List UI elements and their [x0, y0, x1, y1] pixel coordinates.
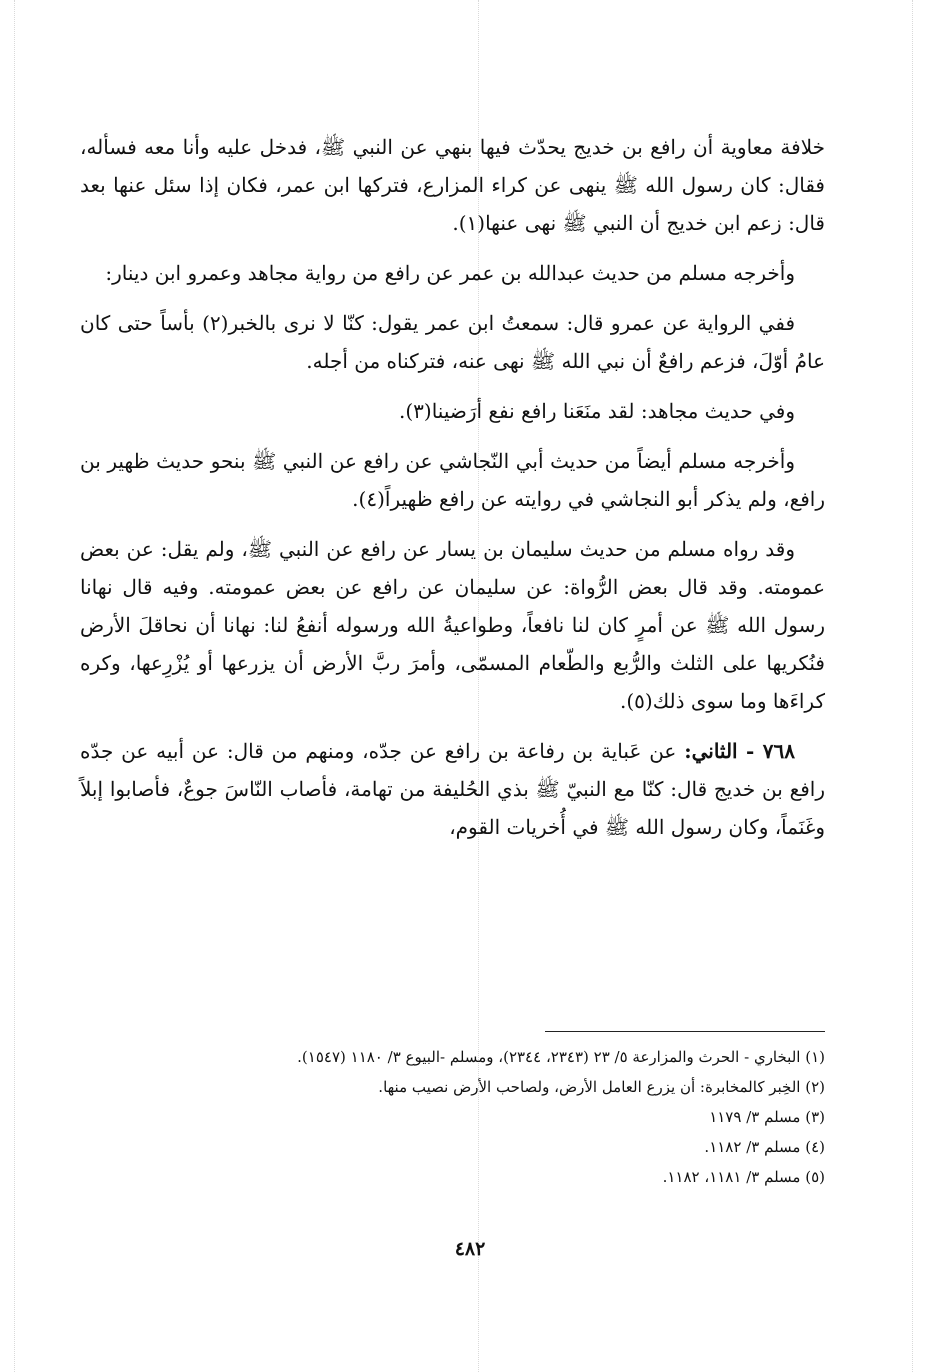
- paragraph-7-body: عن عَباية بن رفاعة بن رافع عن جدّه، ومنهم من قال: عن أبيه عن جدّه رافع بن خديج قال: كنّا مع النبيّ ﷺ بذي الحُليفة من تهامة، فأصاب النّاسَ جوعٌ، فأصابوا إبلاً وغَنَماً، وكان رسول الله ﷺ في أُخريات القوم،: [80, 739, 825, 839]
- scan-guide-line-right: [912, 0, 913, 1372]
- paragraph-1: خلافة معاوية أن رافع بن خديج يحدّث فيها بنهي عن النبي ﷺ، فدخل عليه وأنا معه فسأله، فقال: كان رسول الله ﷺ ينهى عن كراء المزارع، فتركها ابن عمر، فكان إذا سئل عنها بعد قال: زعم ابن خديج أن النبي ﷺ نهى عنها(١).: [80, 135, 825, 235]
- footnote-3: (٣) مسلم ٣/ ١١٧٩: [709, 1108, 825, 1126]
- footnote-4: (٤) مسلم ٣/ ١١٨٢.: [704, 1138, 825, 1156]
- paragraph-2: وأخرجه مسلم من حديث عبدالله بن عمر عن رافع من رواية مجاهد وعمرو ابن دينار:: [105, 261, 795, 285]
- footnotes: [160, 1042, 825, 1192]
- footnote-2: (٢) الخِبر كالمخابرة: أن يزرع العامل الأرض، ولصاحب الأرض نصيب منها.: [378, 1078, 825, 1096]
- main-text: [80, 128, 825, 846]
- page-number: ٤٨٢: [454, 1238, 486, 1260]
- paragraph-5: وأخرجه مسلم أيضاً من حديث أبي النّجاشي عن رافع عن النبي ﷺ بنحو حديث ظهير بن رافع، ولم يذكر أبو النجاشي في روايته عن رافع ظهيراً(٤).: [80, 449, 825, 511]
- footnote-separator: [545, 1031, 825, 1032]
- paragraph-4: وفي حديث مجاهد: لقد منَعَنا رافع نفع أرَضينا(٣).: [398, 399, 795, 423]
- scan-guide-line-left: [14, 0, 15, 1372]
- paragraph-6: وقد رواه مسلم من حديث سليمان بن يسار عن رافع عن النبي ﷺ، ولم يقل: عن بعض عمومته. وقد قال بعض الرُّواة: عن سليمان عن رافع عن بعض عمومته. وفيه قال نهانا رسول الله ﷺ عن أمرٍ كان لنا نافعاً، وطواعيةُ الله ورسوله أنفعُ لنا: نهانا أن نحاقلَ الأرض فنُكريها على الثلث والرُّبع والطّعام المسمّى، وأمرَ ربَّ الأرض أن يزرعها أو يُزْرِعها، وكره كراءَها وما سوى ذلك(٥).: [80, 537, 825, 713]
- footnote-1: (١) البخاري - الحرث والمزارعة ٥/ ٢٣ (٢٣٤٣، ٢٣٤٤)، ومسلم -البيوع ٣/ ١١٨٠ (١٥٤٧).: [297, 1048, 825, 1066]
- paragraph-3: ففي الرواية عن عمرو قال: سمعتُ ابن عمر يقول: كنّا لا نرى بالخبر(٢) بأساً حتى كان عامُ أوّلَ، فزعم رافعٌ أن نبي الله ﷺ نهى عنه، فتركناه من أجله.: [80, 311, 825, 373]
- footnote-5: (٥) مسلم ٣/ ١١٨١، ١١٨٢.: [662, 1168, 825, 1186]
- hadith-number-lead: ٧٦٨ - الثاني:: [684, 739, 796, 763]
- paragraph-7: [80, 732, 825, 846]
